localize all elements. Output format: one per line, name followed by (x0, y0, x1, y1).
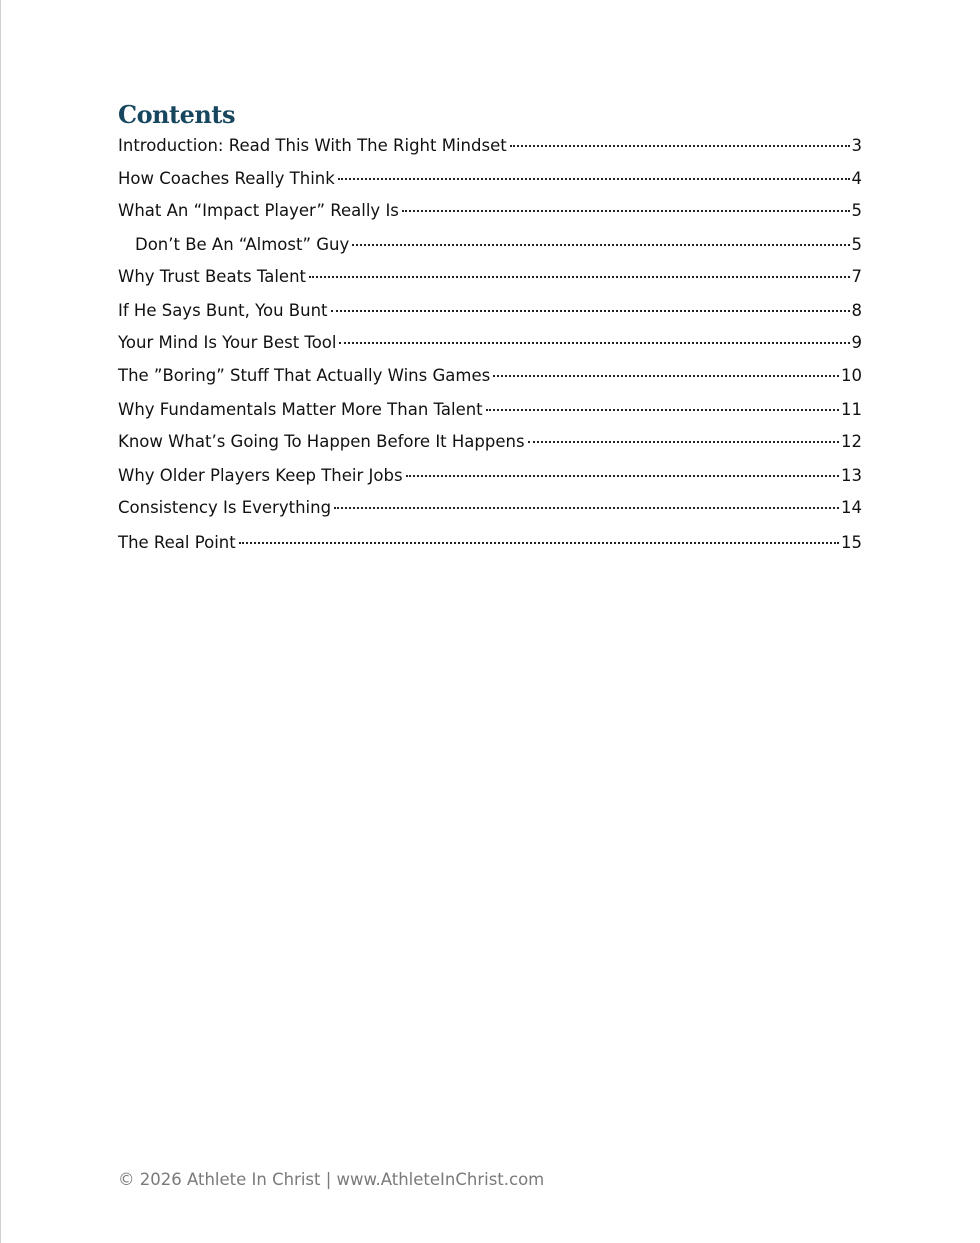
toc-entry-title: What An “Impact Player” Really Is (118, 201, 399, 220)
toc-entry-title: If He Says Bunt, You Bunt (118, 301, 328, 320)
toc-entry-page: 5 (851, 235, 862, 254)
toc-entry-page: 15 (841, 533, 862, 552)
toc-entry-title: Why Fundamentals Matter More Than Talent (118, 400, 483, 419)
toc-entry-title: How Coaches Really Think (118, 169, 335, 188)
dot-leader (486, 409, 839, 411)
toc-entry-page: 11 (841, 400, 862, 419)
page-edge (0, 0, 1, 1243)
dot-leader (402, 210, 850, 212)
toc-entry-page: 13 (841, 466, 862, 485)
dot-leader (493, 375, 839, 377)
toc-entry-title: Why Trust Beats Talent (118, 267, 307, 286)
dot-leader (309, 276, 849, 278)
toc-entry-page: 8 (851, 301, 862, 320)
toc-entry-title: Your Mind Is Your Best Tool (118, 333, 337, 352)
toc-entry[interactable] (118, 464, 862, 488)
dot-leader (406, 475, 839, 477)
toc-entry-title: The ”Boring” Stuff That Actually Wins Games (118, 366, 491, 385)
toc-entry-page: 7 (851, 267, 862, 286)
dot-leader (331, 310, 850, 312)
toc-entry-page: 12 (841, 432, 862, 451)
toc-entry[interactable] (118, 531, 862, 555)
dot-leader (528, 441, 839, 443)
toc-entry-page: 14 (841, 498, 862, 517)
dot-leader (352, 244, 849, 246)
toc-entry[interactable] (118, 299, 862, 323)
toc-entry-title: The Real Point (118, 533, 236, 552)
toc-entry[interactable] (118, 134, 862, 158)
toc-entry[interactable] (118, 199, 862, 223)
table-of-contents (118, 100, 862, 552)
toc-entry-page: 9 (851, 333, 862, 352)
toc-entry-title: Know What’s Going To Happen Before It Happens (118, 432, 525, 451)
page-footer: © 2026 Athlete In Christ | www.AthleteInChrist.com (118, 1170, 545, 1189)
toc-entry[interactable] (118, 331, 862, 355)
dot-leader (334, 507, 839, 509)
dot-leader (338, 178, 850, 180)
toc-entry-title: Consistency Is Everything (118, 498, 332, 517)
toc-entry[interactable] (118, 430, 862, 454)
toc-entry[interactable] (118, 496, 862, 520)
toc-entry-page: 5 (851, 201, 862, 220)
toc-entry-page: 10 (841, 366, 862, 385)
toc-entry[interactable] (118, 265, 862, 289)
toc-entry-title: Don’t Be An “Almost” Guy (135, 235, 350, 254)
toc-entry-title: Introduction: Read This With The Right Mindset (118, 136, 507, 155)
dot-leader (339, 342, 849, 344)
toc-entry-title: Why Older Players Keep Their Jobs (118, 466, 403, 485)
toc-entry-page: 4 (851, 169, 862, 188)
dot-leader (239, 542, 839, 544)
toc-entry[interactable] (118, 398, 862, 422)
toc-subentry[interactable] (135, 233, 862, 257)
toc-entry[interactable] (118, 167, 862, 191)
dot-leader (510, 145, 850, 147)
toc-entry-page: 3 (851, 136, 862, 155)
toc-title: Contents (118, 100, 235, 129)
toc-entry[interactable] (118, 364, 862, 388)
